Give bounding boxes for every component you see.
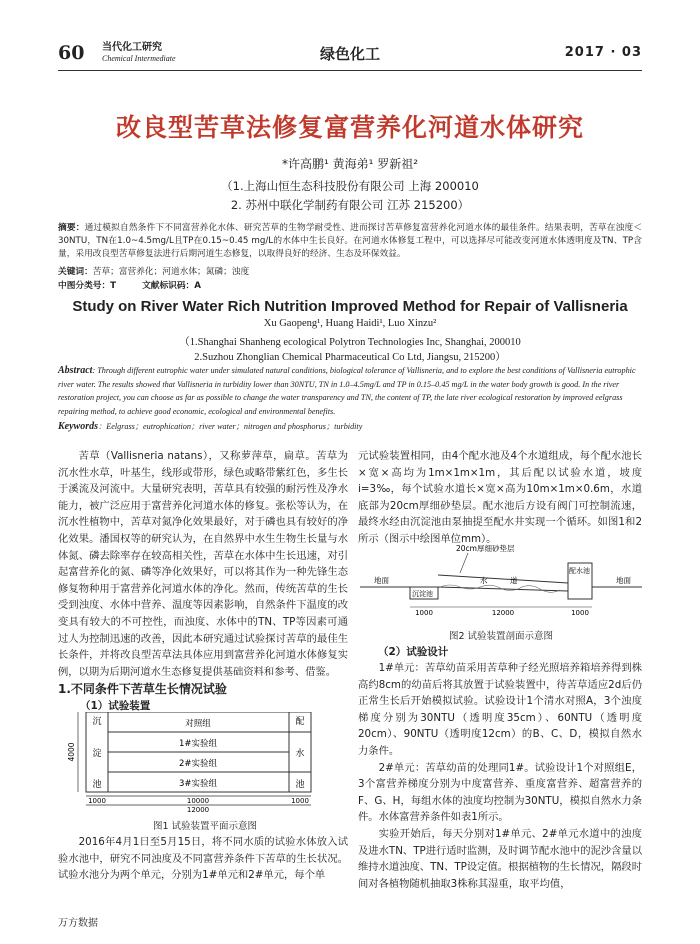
fig2-distribution-tank: 配水池 xyxy=(569,567,590,575)
fig2-channel-label: 道 xyxy=(510,576,518,585)
english-abstract xyxy=(58,364,642,418)
figure-1-plan-view xyxy=(58,712,352,812)
fig1-side-left-1: 沉 xyxy=(92,717,102,727)
fig1-side-right-bottom: 池 xyxy=(295,780,305,790)
fig1-side-left-2: 淀 xyxy=(92,749,102,759)
abstract-cn-text: 通过模拟自然条件下不同富营养化水体、研究苦草的生物学耐受性、进而探讨苦草修复富营养化河道水体的最佳条件。结果表明，苦草在浊度＜30NTU，TN在1.0~4.5mg/L且TP在0.15~0.45 mg/L的水体中生长良好。在河道水体修复工程中，可以选择尽可能改变河道水体透明度及TN、TP含量，采用改良型苦草修复法进行后期河道生态修复，以取得良好的经济、生态及环保效益。 xyxy=(58,223,643,259)
english-abstract-label: Abstract xyxy=(58,365,93,376)
footer-watermark: 万方数据 xyxy=(58,918,98,929)
fig1-dim-c: 1000 xyxy=(291,797,309,805)
subsection-heading-apparatus: （1）试验装置 xyxy=(80,700,151,712)
fig1-side-right-mid: 水 xyxy=(295,749,305,759)
clc-label: 中图分类号： xyxy=(58,281,111,291)
fig1-side-right-top: 配 xyxy=(295,717,305,727)
left-column-para-2 xyxy=(58,834,348,884)
subsection-heading-design: （2）试验设计 xyxy=(378,646,449,658)
fig1-dim-a: 1000 xyxy=(88,797,106,805)
right-para-3: 2#单元：苦草幼苗的处理同1#。试验设计1个对照组E，3个富营养梯度分别为中度富营养、重度富营养、超富营养的F、G、H，每组水体的浊度均控制为30NTU，模拟自然水力条件。水体富营养条件如表1所示。 xyxy=(358,761,642,824)
right-para-2: 1#单元：苦草幼苗采用苦草种子经光照培养箱培养得到株高约8cm的幼苗后将其放置于试验装置中，待苦草适应2d后仍正常生长后开始模拟试验。试验设计1个清水对照A，3个浊度梯度分别为30NTU（透明度35cm）、60NTU（透明度20cm）、90NTU（透明度12cm）的B、C、D，模拟自然水力条件。 xyxy=(358,662,642,757)
journal-name-en: Chemical Intermediate xyxy=(102,54,176,63)
fig1-dim-total: 12000 xyxy=(186,806,210,812)
figure-2-section-view xyxy=(360,543,642,623)
english-abstract-text: : Through different eutrophic water under simulated natural conditions, biological tolerance of Vallisneria, and to explore the best conditions of Vallisneria eutrophic river water. The results showed that Vallisneria in turbidity lower than 30NTU, TN in 1.0–4.5mg/L and TP in 0.15–0.45 mg/L in the water body growth is good. In the river restoration project, you can choose as far as possible to change the water transparency and TN, the content of TP, the late river ecological restoration by improved eelgrass repairing method, to achieve good economic, ecological and environmental benefits. xyxy=(58,366,636,416)
fig2-settling-tank: 沉淀池 xyxy=(412,590,433,598)
abstract-cn xyxy=(58,222,642,261)
affiliation-2: 2. 苏州中联化学制药有限公司 江苏 215200） xyxy=(230,198,470,212)
right-column-para-1 xyxy=(358,448,642,548)
fig1-dim-height: 4000 xyxy=(67,742,76,762)
english-affiliation-1: （1.Shanghai Shanheng ecological Polytron Technologies Inc, Shanghai, 200010 xyxy=(179,337,521,348)
fig2-ground-right: 地面 xyxy=(616,576,631,585)
right-column-paras xyxy=(358,660,642,892)
fig2-ground-left: 地面 xyxy=(374,576,389,585)
fig1-row-3: 3#实验组 xyxy=(178,779,218,789)
article-title: 改良型苦草法修复富营养化河道水体研究 xyxy=(115,113,584,142)
english-affiliation-2: 2.Suzhou Zhonglian Chemical Pharmaceutical Co Ltd, Jiangsu, 215200） xyxy=(194,352,506,363)
english-authors: Xu Gaopeng¹, Huang Haidi¹, Luo Xinzu² xyxy=(263,318,437,329)
right-para-4: 实验开始后，每天分别对1#单元、2#单元水道中的浊度及进水TN、TP进行适时监测，及时调节配水池中的泥沙含量以维持水道浊度、TN、TP设定值。根据植物的生长情况，隔段时间对各植物随机抽取3株称其湿重，取平均值， xyxy=(358,827,642,890)
fig1-row-1: 1#实验组 xyxy=(178,739,218,749)
page-number: 60 xyxy=(58,42,85,64)
fig2-dim-c: 1000 xyxy=(571,609,589,617)
left-column-para-1 xyxy=(58,448,348,680)
clc-value: T xyxy=(110,281,117,291)
fig1-side-left-3: 池 xyxy=(92,780,102,790)
fig1-dim-b: 10000 xyxy=(186,797,210,805)
fig1-row-2: 2#实验组 xyxy=(178,759,218,769)
header-rule xyxy=(58,70,642,71)
fig2-top-label: 20cm厚细砂垫层 xyxy=(456,544,515,553)
english-keywords-text: ：Eelgrass；eutrophication；river water；nitrogen and phosphorus；turbidity xyxy=(98,422,363,431)
left-para-2: 2016年4月1日至5月15日，将不同水质的试验水体放入试验水池中，研究不同浊度及不同富营养条件下苦草的生长状况。试验水池分为两个单元，分别为1#单元和2#单元，每个单 xyxy=(58,836,348,882)
affiliation-1: （1.上海山恒生态科技股份有限公司 上海 200010 xyxy=(221,179,479,193)
keywords-cn xyxy=(58,266,642,279)
doc-code-label: 文献标识码： xyxy=(142,281,195,291)
authors: *许高鹏¹ 黄海弟¹ 罗新祖² xyxy=(281,157,419,171)
column-name: 绿色化工 xyxy=(319,45,380,63)
right-para-1: 元试验装置相同，由4个配水池及4个水道组成，每个配水池长×宽×高均为1m×1m×1m，其后配以试验水道，坡度i=3‰，每个试验水道长×宽×高为10m×1m×0.6m，水道底部为20cm厚细砂垫层。配水池后方设有阀门可控制流速，最终水经由沉淀池由泵抽提至配水井实现一个循环。如图1和2所示（图示中绘图单位mm）。 xyxy=(358,450,642,545)
fig1-row-control: 对照组 xyxy=(185,719,211,729)
english-title: Study on River Water Rich Nutrition Improved Method for Repair of Vallisneria xyxy=(72,298,628,315)
keywords-cn-label: 关键词： xyxy=(58,267,93,277)
abstract-cn-label: 摘要： xyxy=(58,223,85,233)
doc-code-value: A xyxy=(194,281,201,291)
section-heading-1: 1.不同条件下苦草生长情况试验 xyxy=(58,682,227,696)
journal-name: 当代化工研究 xyxy=(102,42,162,53)
keywords-cn-text: 苦草；富营养化；河道水体；氮磷；浊度 xyxy=(92,267,250,277)
fig2-water-label: 水 xyxy=(480,576,488,585)
figure-2-caption: 图2 试验装置剖面示意图 xyxy=(448,631,554,642)
english-keywords xyxy=(58,420,642,434)
intro-paragraph: 苦草（Vallisneria natans），又称萝萍草，扁草。苦草为沉水性水草，叶基生，线形或带形，绿色或略带紫红色，多生长于溪流及河流中。大量研究表明，苦草具有较强的耐污性及净水能力，被广泛应用于富营养化河道水体的修复。张松等认为，在沉水性植物中，苦草对氮净化效果最好，对于磷也具有较好的净化效果。潘国权等的研究认为，在自然界中水生生物生长量与水体氮、磷去除率存在较高相关性，苦草在水体中生长迅速，对引起富营养化的氮、磷等净化效果好，可以将其作为一种先锋生态修复物种用于富营养化河道水体的净化。然而，传统苦草的生长受到浊度、水体中营养、温度等因素影响，自然条件下温度的改变具有较大的不可控性，而浊度、水体中的TN、TP等因素可通过人为控制迅速的改善，因此本研究通过试验探讨苦草的最佳生长条件，并将改良型苦草法具体应用到富营养化河道水体修复实例，以期为后期河道水生态修复提供基础资料和参考、借鉴。 xyxy=(58,450,348,678)
fig2-dim-b: 12000 xyxy=(491,609,515,617)
figure-1-caption: 图1 试验装置平面示意图 xyxy=(152,821,258,832)
fig2-dim-a: 1000 xyxy=(415,609,433,617)
english-keywords-label: Keywords xyxy=(58,421,98,432)
classification xyxy=(58,280,642,293)
issue-number: 2017 · 03 xyxy=(564,45,642,60)
